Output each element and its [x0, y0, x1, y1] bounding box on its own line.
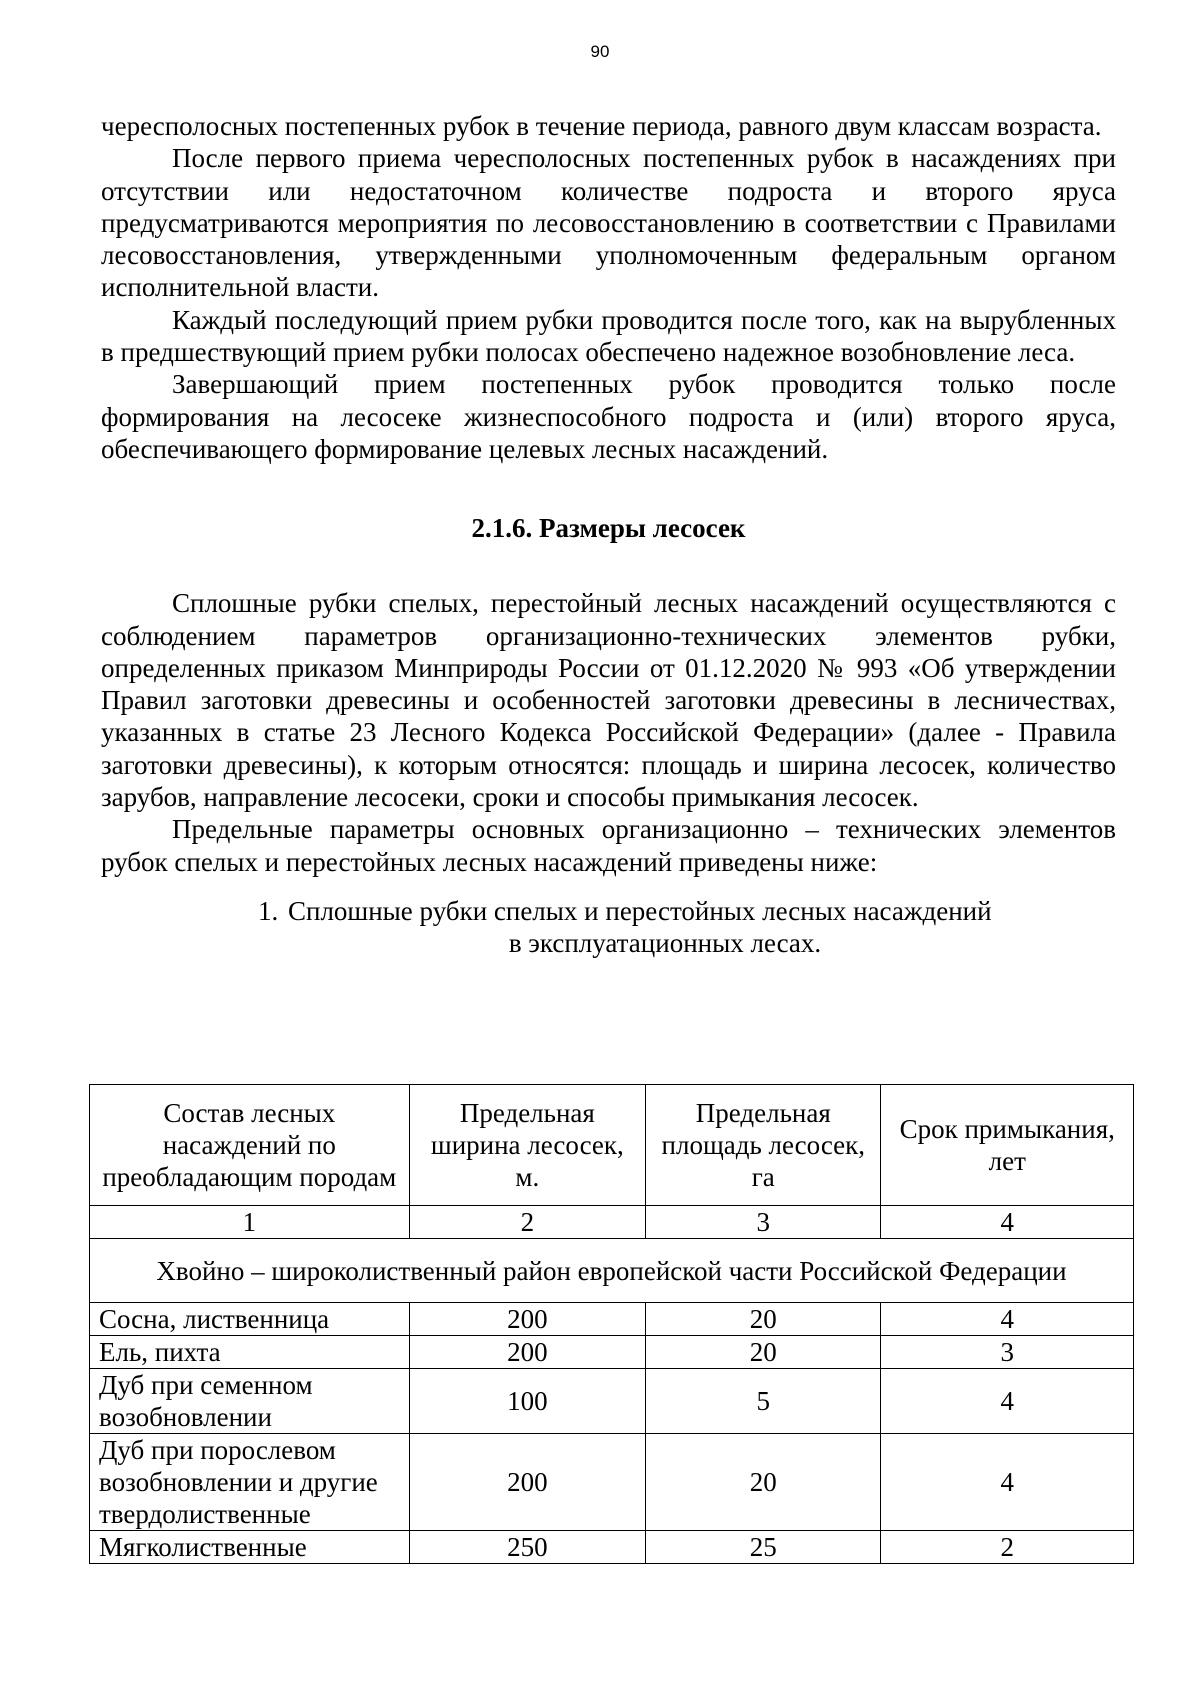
- width-cell: 200: [409, 1303, 645, 1336]
- area-cell: 5: [646, 1369, 881, 1434]
- area-cell: 25: [646, 1531, 881, 1564]
- section-title: 2.1.6. Размеры лесосек: [471, 513, 746, 544]
- species-cell: Дуб при порослевом возобновлении и другие твердолиственные: [90, 1434, 410, 1531]
- width-cell: 250: [409, 1531, 645, 1564]
- adjacency-term-cell: 4: [881, 1303, 1134, 1336]
- width-cell: 200: [409, 1434, 645, 1531]
- table-caption-number: 1.: [258, 895, 279, 926]
- region-label: Хвойно – широколиственный район европейской части Российской Федерации: [90, 1239, 1134, 1303]
- paragraph: Каждый последующий прием рубки проводится после того, как на вырубленных в предшествующий прием рубки полосах обеспечено надежное возобновление леса.: [101, 304, 1116, 368]
- paragraph: После первого приема чересполосных постепенных рубок в насаждениях при отсутствии или недостаточном количестве подроста и второго яруса предусматриваются мероприятия по лесовосстановлению в соответствии с Правилами лесовосстановления, утвержденными уполномоченным федеральным органом исполнительной власти.: [101, 143, 1116, 303]
- table-row: [90, 1303, 1134, 1336]
- table-header-row: [90, 1085, 1134, 1206]
- parameters-table: [89, 1084, 1134, 1564]
- table-caption-line1: Сплошные рубки спелых и перестойных лесных насаждений: [288, 895, 992, 926]
- width-cell: 100: [409, 1369, 645, 1434]
- table-header-cell: Предельная площадь лесосек, га: [646, 1085, 881, 1206]
- table-header-cell: Состав лесных насаждений по преобладающим породам: [90, 1085, 410, 1206]
- page-number: 90: [590, 42, 610, 61]
- table-header-cell: Срок примыкания, лет: [881, 1085, 1134, 1206]
- species-cell: Мягколиственные: [90, 1531, 410, 1564]
- species-cell: Ель, пихта: [90, 1336, 410, 1369]
- column-number: 4: [881, 1206, 1134, 1239]
- width-cell: 200: [409, 1336, 645, 1369]
- table-caption-line2: в эксплуатационных лесах.: [508, 927, 822, 958]
- paragraph: Предельные параметры основных организационно – технических элементов рубок спелых и перестойных лесных насаждений приведены ниже:: [101, 814, 1116, 877]
- region-row: [90, 1239, 1134, 1303]
- document-body: [101, 110, 1116, 959]
- area-cell: 20: [646, 1434, 881, 1531]
- adjacency-term-cell: 4: [881, 1369, 1134, 1434]
- table-caption: [258, 895, 1038, 959]
- area-cell: 20: [646, 1303, 881, 1336]
- table-header-cell: Предельная ширина лесосек, м.: [409, 1085, 645, 1206]
- table-row: [90, 1531, 1134, 1564]
- paragraph: Завершающий прием постепенных рубок проводится только после формирования на лесосеке жизнеспособного подроста и (или) второго яруса, обеспечивающего формирование целевых лесных насаждений.: [101, 369, 1116, 464]
- paragraph: чересполосных постепенных рубок в течение периода, равного двум классам возраста.: [101, 111, 1102, 141]
- species-cell: Дуб при семенном возобновлении: [90, 1369, 410, 1434]
- adjacency-term-cell: 4: [881, 1434, 1134, 1531]
- column-number: 2: [409, 1206, 645, 1239]
- adjacency-term-cell: 2: [881, 1531, 1134, 1564]
- paragraph: Сплошные рубки спелых, перестойный лесных насаждений осуществляются с соблюдением параметров организационно-технических элементов рубки, определенных приказом Минприроды России от 01.12.2020 № 993 «Об утверждении Правил заготовки древесины и особенностей заготовки древесины в лесничествах, указанных в статье 23 Лесного Кодекса Российской Федерации» (далее - Правила заготовки древесины), к которым относятся: площадь и ширина лесосек, количество зарубов, направление лесосеки, сроки и способы примыкания лесосек.: [101, 588, 1116, 813]
- area-cell: 20: [646, 1336, 881, 1369]
- table-row: [90, 1369, 1134, 1434]
- species-cell: Сосна, лиственница: [90, 1303, 410, 1336]
- column-number: 1: [90, 1206, 410, 1239]
- adjacency-term-cell: 3: [881, 1336, 1134, 1369]
- column-number: 3: [646, 1206, 881, 1239]
- table-row: [90, 1336, 1134, 1369]
- table-row: [90, 1434, 1134, 1531]
- column-number-row: [90, 1206, 1134, 1239]
